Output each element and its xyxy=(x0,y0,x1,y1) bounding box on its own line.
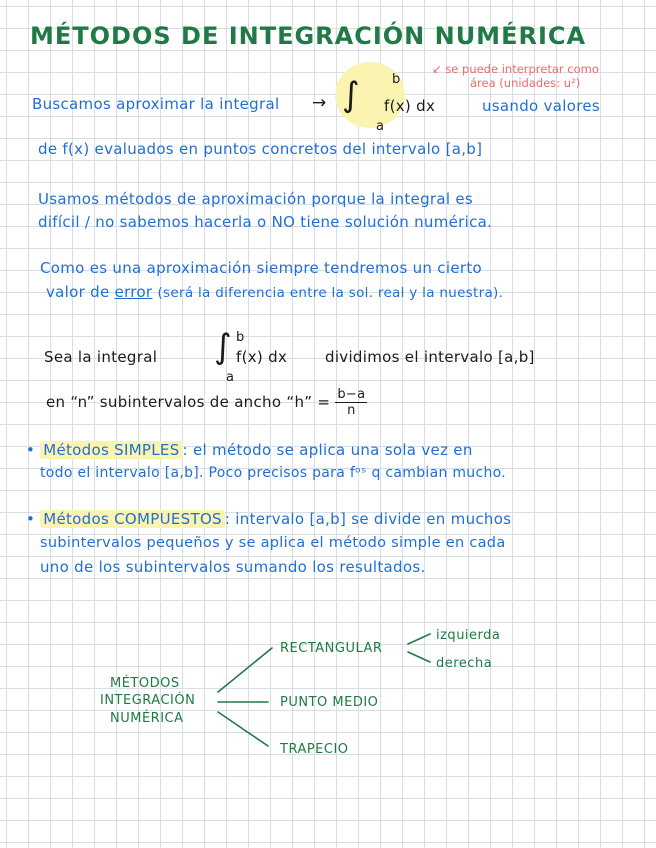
simples-line1 xyxy=(26,441,473,459)
intro-line2: de f(x) evaluados en puntos concretos del intervalo [a,b] xyxy=(38,140,483,158)
branch-derecha xyxy=(408,652,430,662)
fraction-denominator: n xyxy=(347,403,356,418)
sea-integral-symbol: ∫ xyxy=(214,327,232,367)
simples-rest: : el método se aplica una sola vez en xyxy=(182,441,473,459)
compuestos-line2: subintervalos pequeños y se aplica el método simple en cada xyxy=(40,535,506,551)
tree-root xyxy=(110,676,180,691)
compuestos-bullet: • xyxy=(26,510,36,528)
sea-line2-text: en “n” subintervalos de ancho “h” = xyxy=(46,393,331,411)
simples-bullet: • xyxy=(26,441,36,459)
node-punto-medio: PUNTO MEDIO xyxy=(280,695,379,710)
sea-integrand: f(x) dx xyxy=(236,348,288,366)
intro-arrow: → xyxy=(312,93,327,113)
sea-lower-bound: a xyxy=(226,370,234,385)
page-title: MÉTODOS DE INTEGRACIÓN NUMÉRICA xyxy=(30,22,587,50)
node-derecha: derecha xyxy=(436,656,493,671)
branch-trapecio xyxy=(218,712,268,746)
compuestos-line1 xyxy=(26,510,511,528)
simples-line2: todo el intervalo [a,b]. Poco precisos para fᵒˢ q cambian mucho. xyxy=(40,465,507,481)
branch-izquierda xyxy=(408,634,430,644)
error-line2 xyxy=(46,283,503,301)
simples-label: Métodos SIMPLES xyxy=(40,441,182,459)
error-line1: Como es una aproximación siempre tendremos un cierto xyxy=(40,259,482,277)
intro-upper-bound: b xyxy=(392,72,401,87)
compuestos-rest: : intervalo [a,b] se divide en muchos xyxy=(224,510,512,528)
sea-text: Sea la integral xyxy=(44,348,158,366)
node-rectangular: RECTANGULAR xyxy=(280,641,383,656)
reason-line1: Usamos métodos de aproximación porque la integral es xyxy=(38,190,474,208)
node-trapecio: TRAPECIO xyxy=(280,742,349,757)
tree-root-line3: NUMÉRICA xyxy=(110,711,184,726)
intro-integrand: f(x) dx xyxy=(384,97,436,115)
note-line1: se puede interpretar como xyxy=(445,62,599,76)
sea-line2 xyxy=(46,387,367,418)
intro-continuation: usando valores xyxy=(482,97,600,115)
branch-rectangular xyxy=(218,648,272,692)
intro-text: Buscamos aproximar la integral xyxy=(32,95,280,113)
error-line2-post: (será la diferencia entre la sol. real y la nuestra). xyxy=(157,285,504,301)
error-word: error xyxy=(114,283,153,301)
tree-root-line1: MÉTODOS xyxy=(110,676,180,691)
area-note xyxy=(432,62,599,76)
compuestos-label: Métodos COMPUESTOS xyxy=(40,510,225,528)
intro-lower-bound: a xyxy=(376,119,384,134)
note-line2: área (unidades: u²) xyxy=(470,76,581,90)
intro-integral-symbol: ∫ xyxy=(342,75,360,115)
width-fraction xyxy=(335,387,367,418)
compuestos-line3: uno de los subintervalos sumando los resultados. xyxy=(40,558,426,576)
sea-continuation: dividimos el intervalo [a,b] xyxy=(325,348,535,366)
fraction-numerator: b−a xyxy=(337,387,366,402)
node-izquierda: izquierda xyxy=(436,628,501,643)
sea-upper-bound: b xyxy=(236,330,245,345)
tree-root-line2: INTEGRACIÓN xyxy=(100,693,196,708)
reason-line2: difícil / no sabemos hacerla o NO tiene solución numérica. xyxy=(38,213,493,231)
error-line2-pre: valor de xyxy=(46,283,110,301)
note-arrow-icon: ↙ xyxy=(432,62,442,76)
